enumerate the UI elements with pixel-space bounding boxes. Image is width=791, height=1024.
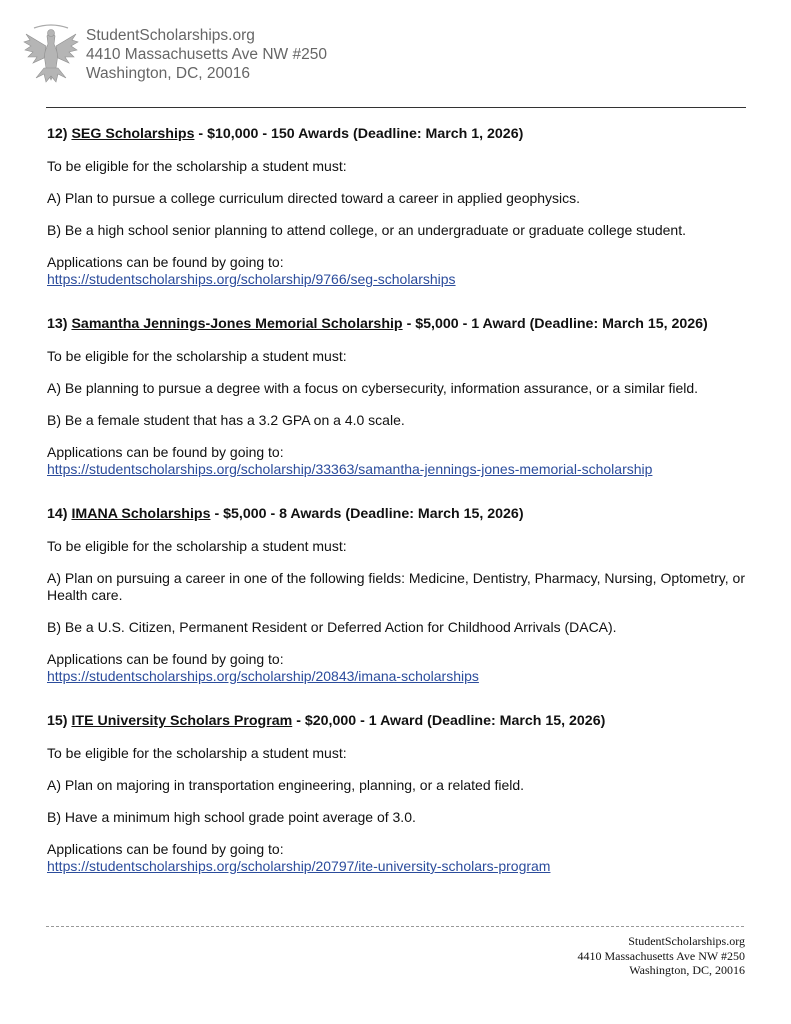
requirement-b: B) Be a high school senior planning to attend college, or an undergraduate or graduate college student. <box>47 222 686 238</box>
scholarship-entry <box>47 506 747 685</box>
scholarship-title <box>47 713 747 729</box>
scholarship-entry <box>47 126 747 288</box>
scholarship-title <box>47 316 747 332</box>
applications-label: Applications can be found by going to: <box>47 651 284 667</box>
applications-label: Applications can be found by going to: <box>47 254 284 270</box>
applications-text <box>47 841 747 875</box>
applications-label: Applications can be found by going to: <box>47 444 284 460</box>
eagle-crest-icon <box>22 24 80 86</box>
header-address: 4410 Massachusetts Ave NW #250 <box>86 46 327 63</box>
requirement-b: B) Be a U.S. Citizen, Permanent Resident or Deferred Action for Childhood Arrivals (DACA). <box>47 619 617 635</box>
scholarship-entry <box>47 713 747 875</box>
scholarship-details: - $5,000 - 1 Award (Deadline: March 15, 2026) <box>406 316 708 332</box>
requirement-b: B) Be a female student that has a 3.2 GPA on a 4.0 scale. <box>47 412 405 428</box>
scholarship-name[interactable]: IMANA Scholarships <box>71 506 211 522</box>
application-link[interactable]: https://studentscholarships.org/scholarship/9766/seg-scholarships <box>47 271 456 287</box>
footer-org-name: StudentScholarships.org <box>628 934 745 948</box>
applications-text <box>47 254 747 288</box>
requirement-a: A) Plan on majoring in transportation engineering, planning, or a related field. <box>47 777 525 793</box>
header-city: Washington, DC, 20016 <box>86 65 250 82</box>
header-org-name: StudentScholarships.org <box>86 27 255 44</box>
scholarship-title <box>47 506 747 522</box>
scholarship-name[interactable]: Samantha Jennings-Jones Memorial Scholarship <box>71 316 403 332</box>
scholarship-name[interactable]: ITE University Scholars Program <box>71 713 293 729</box>
eligibility-intro: To be eligible for the scholarship a student must: <box>47 158 347 174</box>
scholarship-number: 12) <box>47 126 68 142</box>
scholarship-title <box>47 126 747 142</box>
scholarship-details: - $20,000 - 1 Award (Deadline: March 15, 2026) <box>296 713 606 729</box>
applications-label: Applications can be found by going to: <box>47 841 284 857</box>
footer-divider <box>46 926 744 927</box>
eligibility-intro: To be eligible for the scholarship a student must: <box>47 348 347 364</box>
requirement-a: A) Plan to pursue a college curriculum directed toward a career in applied geophysics. <box>47 190 581 206</box>
scholarship-name[interactable]: SEG Scholarships <box>71 126 195 142</box>
application-link[interactable]: https://studentscholarships.org/scholarship/20797/ite-university-scholars-program <box>47 858 551 874</box>
scholarship-number: 13) <box>47 316 68 332</box>
requirement-a: A) Plan on pursuing a career in one of the following fields: Medicine, Dentistry, Pharmacy, Nursing, Optometry, or Health care. <box>47 570 745 603</box>
applications-text <box>47 444 747 478</box>
footer-address: 4410 Massachusetts Ave NW #250 <box>577 948 745 963</box>
scholarship-list <box>47 126 747 903</box>
application-link[interactable]: https://studentscholarships.org/scholarship/33363/samantha-jennings-jones-memorial-scholarship <box>47 461 653 477</box>
footer-city: Washington, DC, 20016 <box>629 963 745 977</box>
scholarship-details: - $5,000 - 8 Awards (Deadline: March 15, 2026) <box>214 506 524 522</box>
requirement-b: B) Have a minimum high school grade point average of 3.0. <box>47 809 416 825</box>
requirement-a: A) Be planning to pursue a degree with a focus on cybersecurity, information assurance, or a similar field. <box>47 380 699 396</box>
scholarship-details: - $10,000 - 150 Awards (Deadline: March 1, 2026) <box>198 126 524 142</box>
eligibility-intro: To be eligible for the scholarship a student must: <box>47 538 347 554</box>
scholarship-number: 14) <box>47 506 68 522</box>
applications-text <box>47 651 747 685</box>
page-footer <box>577 934 745 978</box>
header-divider <box>46 107 746 108</box>
eligibility-intro: To be eligible for the scholarship a student must: <box>47 745 347 761</box>
scholarship-entry <box>47 316 747 478</box>
application-link[interactable]: https://studentscholarships.org/scholarship/20843/imana-scholarships <box>47 668 479 684</box>
scholarship-number: 15) <box>47 713 68 729</box>
